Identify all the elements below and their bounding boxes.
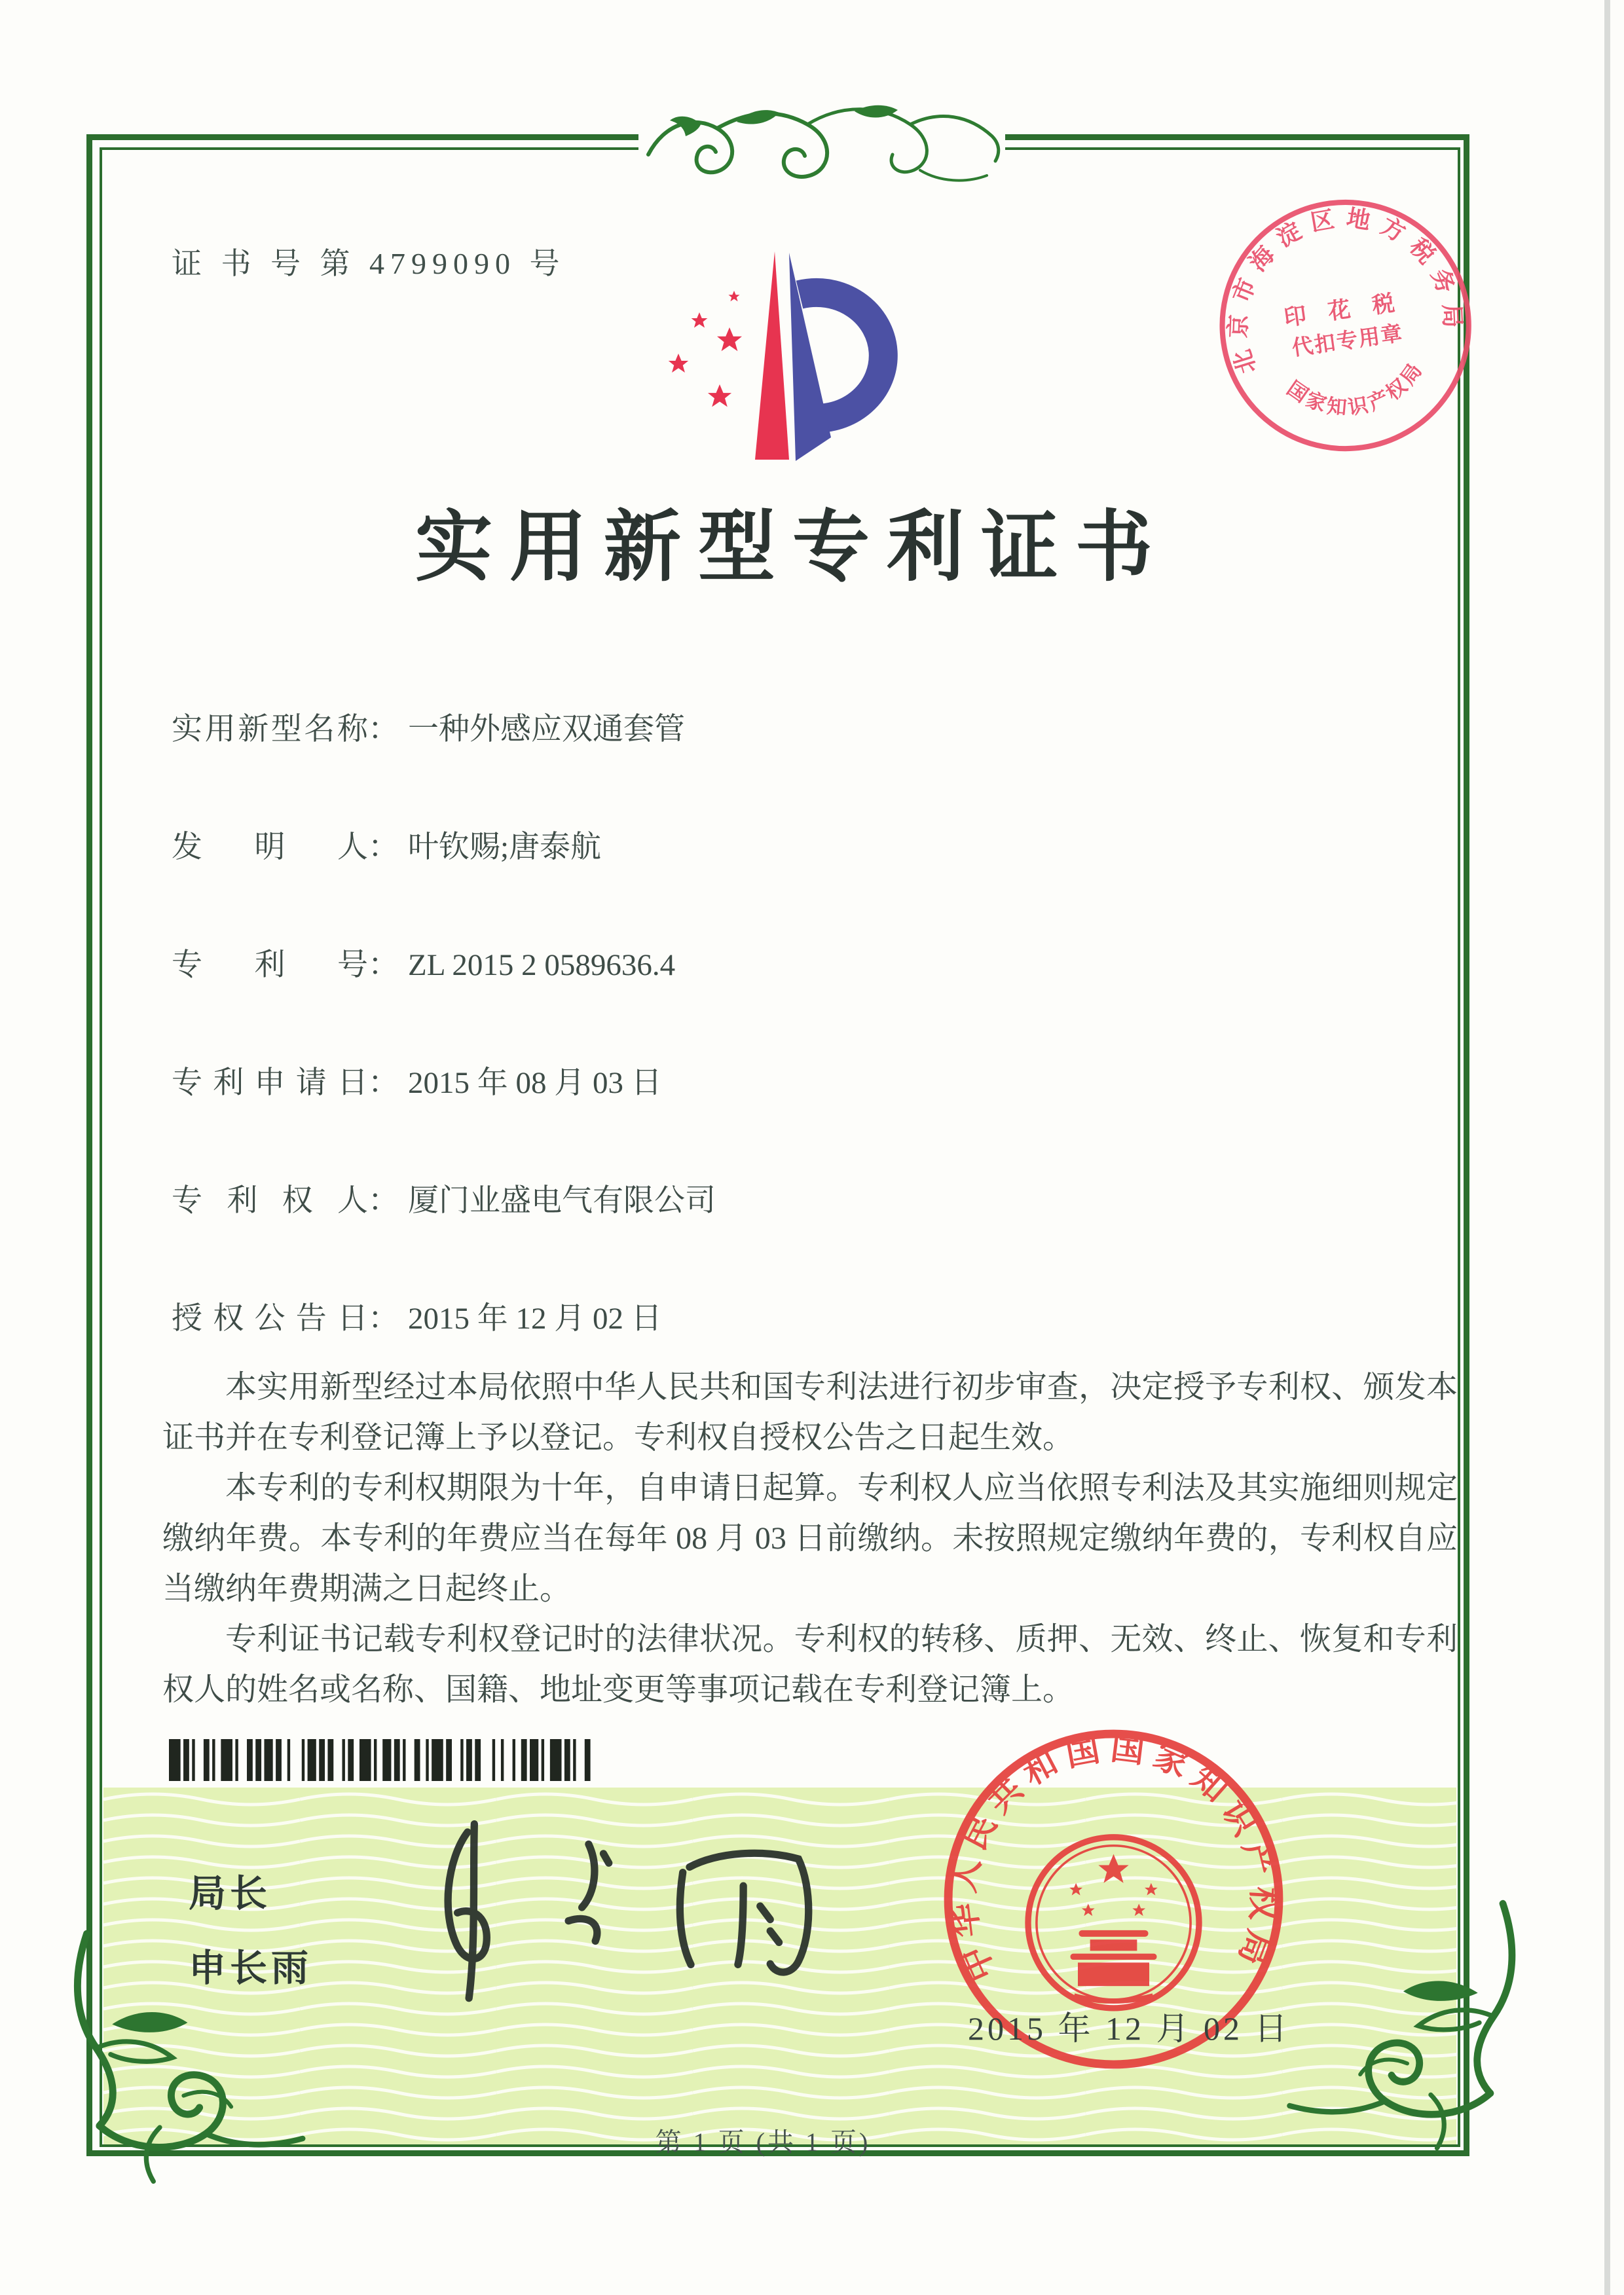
scan-edge-artifact — [1604, 0, 1610, 2295]
field-value: 一种外感应双通套管 — [408, 712, 685, 746]
field-colon: ： — [368, 712, 399, 746]
certificate-title: 实用新型专利证书 — [415, 505, 1170, 591]
certificate-number: 证 书 号 第 4799090 号 — [172, 247, 566, 280]
field-value: 厦门业盛电气有限公司 — [408, 1184, 716, 1218]
director-title-label: 局长 — [189, 1873, 271, 1915]
field-patent-number — [172, 940, 716, 982]
cnipa-logo-icon — [657, 244, 900, 468]
corner-flourish-right-icon — [1272, 1899, 1527, 2157]
field-inventor — [172, 822, 716, 864]
issue-date: 2015 年 12 月 02 日 — [968, 2010, 1291, 2047]
field-value: ZL 2015 2 0589636.4 — [408, 948, 676, 982]
paragraph-term-fees: 本专利的专利权期限为十年，自申请日起算。专利权人应当依照专利法及其实施细则规定缴纳年费。本专利的年费应当在每年 08 月 03 日前缴纳。未按照规定缴纳年费的，专利权自应当缴纳年费期满之日起终止。 — [162, 1471, 1458, 1606]
tax-stamp-ring-bottom-text: 国家知识产权局 — [1283, 357, 1428, 420]
svg-text:国家知识产权局 — [1280, 355, 1433, 428]
paragraph-grant: 本实用新型经过本局依照中华人民共和国专利法进行初步审查，决定授予专利权、颁发本证书并在专利登记簿上予以登记。专利权自授权公告之日起生效。 — [162, 1370, 1458, 1455]
top-dragon-ornament-icon — [638, 83, 1005, 216]
field-label: 专利权人 — [172, 1184, 368, 1218]
tax-stamp-seal — [1192, 172, 1499, 482]
field-label: 专利申请日 — [172, 1066, 368, 1100]
tax-stamp-center-line1: 印 花 税 — [1282, 290, 1405, 331]
field-patentee — [172, 1176, 716, 1218]
field-colon: ： — [368, 1184, 399, 1218]
field-utility-model-name — [172, 705, 716, 746]
field-label: 专利号 — [172, 948, 368, 982]
field-filing-date — [172, 1058, 716, 1100]
field-label: 授权公告日 — [172, 1302, 368, 1336]
tax-stamp-center-line2: 代扣专用章 — [1290, 321, 1405, 361]
field-label: 实用新型名称 — [172, 712, 368, 746]
office-seal-ring-text: 中华人民共和国国家知识产权局 — [944, 1729, 1283, 1987]
field-label: 发明人 — [172, 830, 368, 864]
field-colon: ： — [368, 830, 399, 864]
barcode — [169, 1739, 593, 1784]
field-value: 2015 年 08 月 03 日 — [408, 1066, 662, 1100]
director-signature-image — [367, 1805, 864, 2011]
field-value: 2015 年 12 月 02 日 — [408, 1302, 662, 1336]
paragraph-register: 专利证书记载专利权登记时的法律状况。专利权的转移、质押、无效、终止、恢复和专利权人的姓名或名称、国籍、地址变更等事项记载在专利登记簿上。 — [162, 1622, 1458, 1707]
field-value: 叶钦赐;唐泰航 — [408, 830, 602, 864]
field-colon: ： — [368, 1066, 399, 1100]
field-grant-date — [172, 1294, 716, 1336]
field-colon: ： — [368, 948, 399, 982]
page-number-footer: 第 1 页 (共 1 页) — [655, 2127, 871, 2157]
director-name-label: 申长雨 — [189, 1947, 312, 1989]
tax-stamp-ring-top-text: 北京市海淀区地方税务局 — [1225, 204, 1466, 377]
field-colon: ： — [368, 1302, 399, 1336]
certificate-fields — [172, 705, 716, 1412]
legal-text-block — [162, 1362, 1458, 1715]
